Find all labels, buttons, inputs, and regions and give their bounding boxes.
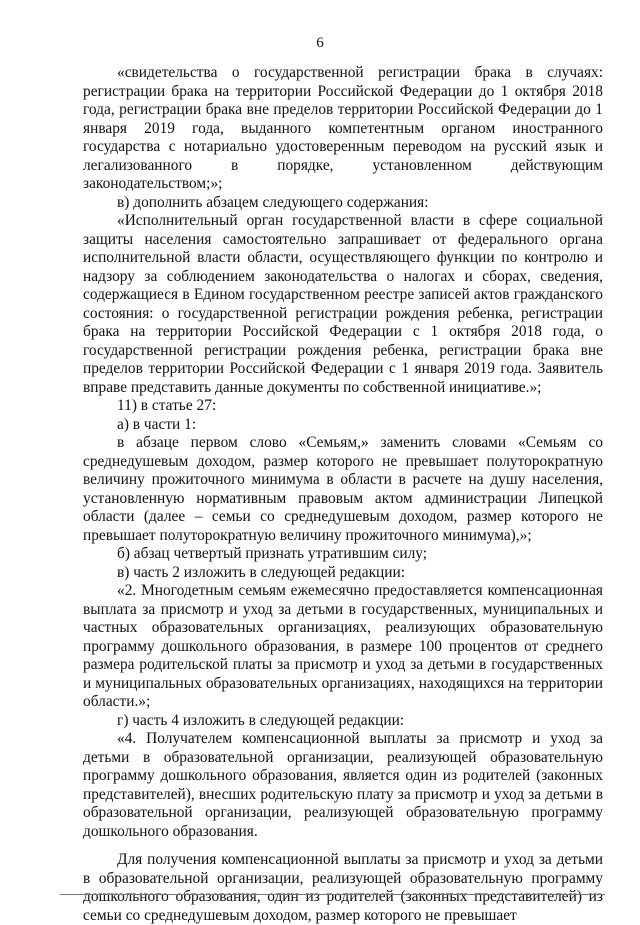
paragraph: «Исполнительный орган государственной власти в сфере социальной защиты населения самостоятельно запрашивает от федерального органа исполнительной власти области, осуществляющего функции по контролю и надзору за соблюдением законодательства о налогах и сборах, сведения, содержащиеся в Едином государственном реестре записей актов гражданского состояния: о государственной регистрации рождения ребенка, регистрации брака на территории Российской Федерации с 1 октября 2018 года, о государственной регистрации рождения ребенка, регистрации брака вне пределов территории Российской Федерации с 1 января 2019 года. Заявитель вправе представить данные документы по собственной инициативе.»; xyxy=(83,212,603,396)
paragraph: а) в части 1: xyxy=(117,415,197,433)
paragraph: в) часть 2 изложить в следующей редакции: xyxy=(117,563,406,581)
paragraph: г) часть 4 изложить в следующей редакции: xyxy=(117,711,405,729)
paragraph: «4. Получателем компенсационной выплаты за присмотр и уход за детьми в образовательной организации, реализующей образовательную программу дошкольного образования, является один из родителей (законных представителей), внесших родительскую плату за присмотр и уход за детьми в образовательной организации, реализующей образовательную программу дошкольного образования. xyxy=(83,730,603,840)
paragraph: Для получения компенсационной выплаты за присмотр и уход за детьми в образовательной организации, реализующей образовательную программу дошкольного образования, один из родителей (законных представителей) из семьи со среднедушевым доходом, размер которого не превышает xyxy=(83,851,603,924)
page-number: 6 xyxy=(316,35,324,51)
page-bottom-rule xyxy=(60,894,605,895)
paragraph: «свидетельства о государственной регистрации брака в случаях: регистрации брака на территории Российской Федерации до 1 октября 2018 года, регистрации брака вне пределов территории Российской Федерации до 1 января 2019 года, выданного компетентным органом иностранного государства с нотариально удостоверенным переводом на русский язык и легализованного в порядке, установленном действующим законодательством;»; xyxy=(83,64,603,192)
paragraph: «2. Многодетным семьям ежемесячно предоставляется компенсационная выплата за присмотр и уход за детьми в государственных, муниципальных и частных образовательных организациях, реализующих образовательную программу дошкольного образования, в размере 100 процентов от среднего размера родительской платы за присмотр и уход за детьми в государственных и муниципальных образовательных организациях, находящихся на территории области.»; xyxy=(83,582,603,710)
document-body xyxy=(83,64,603,925)
paragraph: 11) в статье 27: xyxy=(117,397,217,414)
paragraph: в) дополнить абзацем следующего содержания: xyxy=(117,193,429,211)
paragraph: в абзаце первом слово «Семьям,» заменить словами «Семьям со среднедушевым доходом, размер которого не превышает полуторократную величину прожиточного минимума в области в расчете на душу населения, установленную нормативным правовым актом администрации Липецкой области (далее – семьи со среднедушевым доходом, размер которого не превышает полуторократную величину прожиточного минимума),»; xyxy=(83,434,603,544)
paragraph: б) абзац четвертый признать утратившим силу; xyxy=(117,545,428,562)
